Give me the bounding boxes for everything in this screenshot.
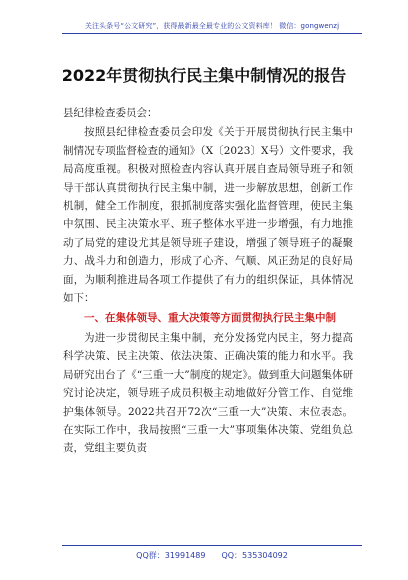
section-heading-1: 一、在集体领导、重大决策等方面贯彻执行民主集中制 (84, 312, 336, 325)
header-divider (62, 33, 362, 34)
paragraph-section-1: 为进一步贯彻民主集中制，充分发扬党内民主，努力提高科学决策、民主决策、依法决策、正确决策的能力和水平。我局研究出台了《“三重一大”制度的规定》。做到重大问题集体研究讨论决定，领导班子成员积极主动地做好分管工作、自觉维护集体领导。2022共召开72次“三重一大”决策、末位表态。在实际工作中，我局按照“三重一大”事项集体决策、党组负总责，党组主要负责 (63, 331, 353, 455)
footer-divider (62, 545, 362, 546)
document-body (63, 104, 353, 458)
salutation: 县纪律检查委员会： (63, 107, 158, 119)
header-banner: 关注头条号“公文研究”，获得最新最全最专业的公文资料库！ 微信：gongwenzj (84, 22, 340, 30)
document-title: 2022年贯彻执行民主集中制情况的报告 (61, 66, 347, 85)
paragraph-intro: 按照县纪律检查委员会印发《关于开展贯彻执行民主集中制情况专项监督检查的通知》（X〔2023〕X号）文件要求，我局高度重视。积极对照检查内容认真开展自查局领导班子和领导干部认真贯彻执行民主集中制，进一步解放思想，创新工作机制，健全工作制度，狠抓制度落实强化监督管理，使民主集中氛围、民主决策水平、班子整体水平进一步增强，有力地推动了局党的建设尤其是领导班子建设，增强了领导班子的凝聚力、战斗力和创造力，形成了心齐、气顺、风正劲足的良好局面，为顺利推进局各项工作提供了有力的组织保证，具体情况如下： (63, 126, 353, 305)
footer-contact: QQ群：31991489 QQ：535304092 (136, 551, 288, 560)
